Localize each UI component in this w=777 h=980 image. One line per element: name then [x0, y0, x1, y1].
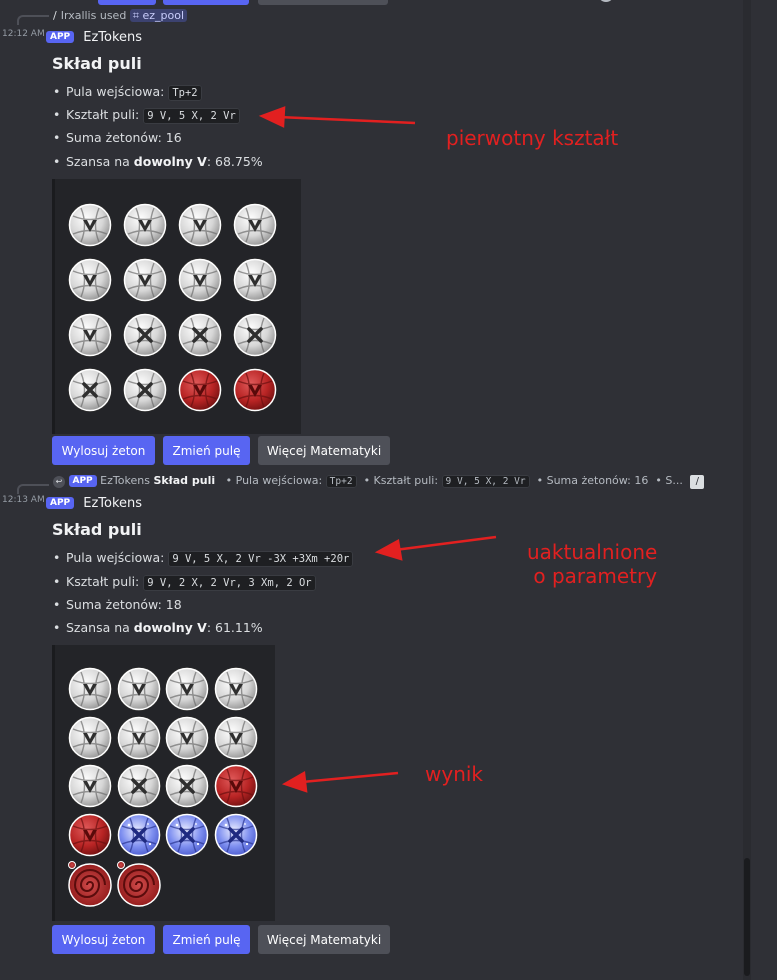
app-badge: APP — [69, 475, 97, 487]
field-code: Tp+2 — [168, 85, 201, 101]
annotation-original-shape: pierwotny kształt — [446, 126, 619, 150]
draw-token-button[interactable]: Wylosuj żeton — [52, 436, 155, 465]
field-label: Pula wejściowa: — [66, 84, 165, 99]
reply-arrow-icon: ↩ — [53, 476, 65, 488]
arrow-1 — [262, 108, 415, 126]
reply-code: 9 V, 5 X, 2 Vr — [442, 475, 530, 488]
annotation-result: wynik — [425, 762, 484, 786]
change-pool-button[interactable]: Zmień pulę — [163, 925, 250, 954]
field-bold: dowolny V — [133, 620, 207, 635]
timestamp: 12:13 AM — [2, 495, 45, 505]
arrow-2 — [378, 537, 496, 559]
slash-command-icon: / — [690, 475, 704, 489]
field-value: : 61.11% — [206, 620, 263, 635]
draw-token-button[interactable]: Wylosuj żeton — [52, 925, 155, 954]
field-label: Pula wejściowa: — [66, 550, 165, 565]
reply-field: • Kształt puli: — [363, 474, 439, 487]
field-bold: dowolny V — [133, 154, 207, 169]
change-pool-button[interactable]: Zmień pulę — [163, 436, 250, 465]
field-value: : 68.75% — [206, 154, 263, 169]
reply-title: Skład puli — [153, 474, 216, 487]
more-math-button[interactable]: Więcej Matematyki — [258, 925, 390, 954]
author-name[interactable]: EzTokens — [83, 496, 143, 511]
field-value: 18 — [165, 597, 182, 612]
field-label: Suma żetonów: — [66, 130, 162, 145]
slash-command-icon: / — [53, 9, 57, 22]
reply-field: • S... — [655, 474, 683, 487]
reply-code: Tp+2 — [326, 475, 357, 488]
author-name[interactable]: EzTokens — [83, 30, 143, 45]
reply-field: • Suma żetonów: 16 — [536, 474, 649, 487]
app-badge: APP — [46, 497, 74, 509]
more-math-button[interactable]: Więcej Matematyki — [258, 436, 390, 465]
reply-field: • Pula wejściowa: — [225, 474, 323, 487]
reply-username[interactable]: Irxallis — [60, 9, 97, 22]
field-label: Suma żetonów: — [66, 597, 162, 612]
field-label: Kształt puli: — [66, 107, 140, 122]
field-code: 9 V, 5 X, 2 Vr -3X +3Xm +20r — [168, 551, 353, 567]
field-value: 16 — [165, 130, 182, 145]
field-label: Szansa na — [66, 154, 130, 169]
timestamp: 12:12 AM — [2, 29, 45, 39]
embed-title: Skład puli — [52, 54, 142, 73]
field-label: Kształt puli: — [66, 574, 140, 589]
field-code: 9 V, 2 X, 2 Vr, 3 Xm, 2 Or — [143, 575, 315, 591]
command-name: ez_pool — [142, 9, 185, 22]
arrow-3 — [285, 773, 398, 791]
field-code: 9 V, 5 X, 2 Vr — [143, 108, 240, 124]
reply-used-text: used — [99, 9, 127, 22]
annotation-updated-params: uaktualnione o parametry — [527, 540, 658, 588]
app-badge: APP — [46, 31, 74, 43]
reply-author[interactable]: EzTokens — [100, 474, 150, 487]
embed-title: Skład puli — [52, 520, 142, 539]
field-label: Szansa na — [66, 620, 130, 635]
command-icon: ⌗ — [132, 9, 139, 22]
